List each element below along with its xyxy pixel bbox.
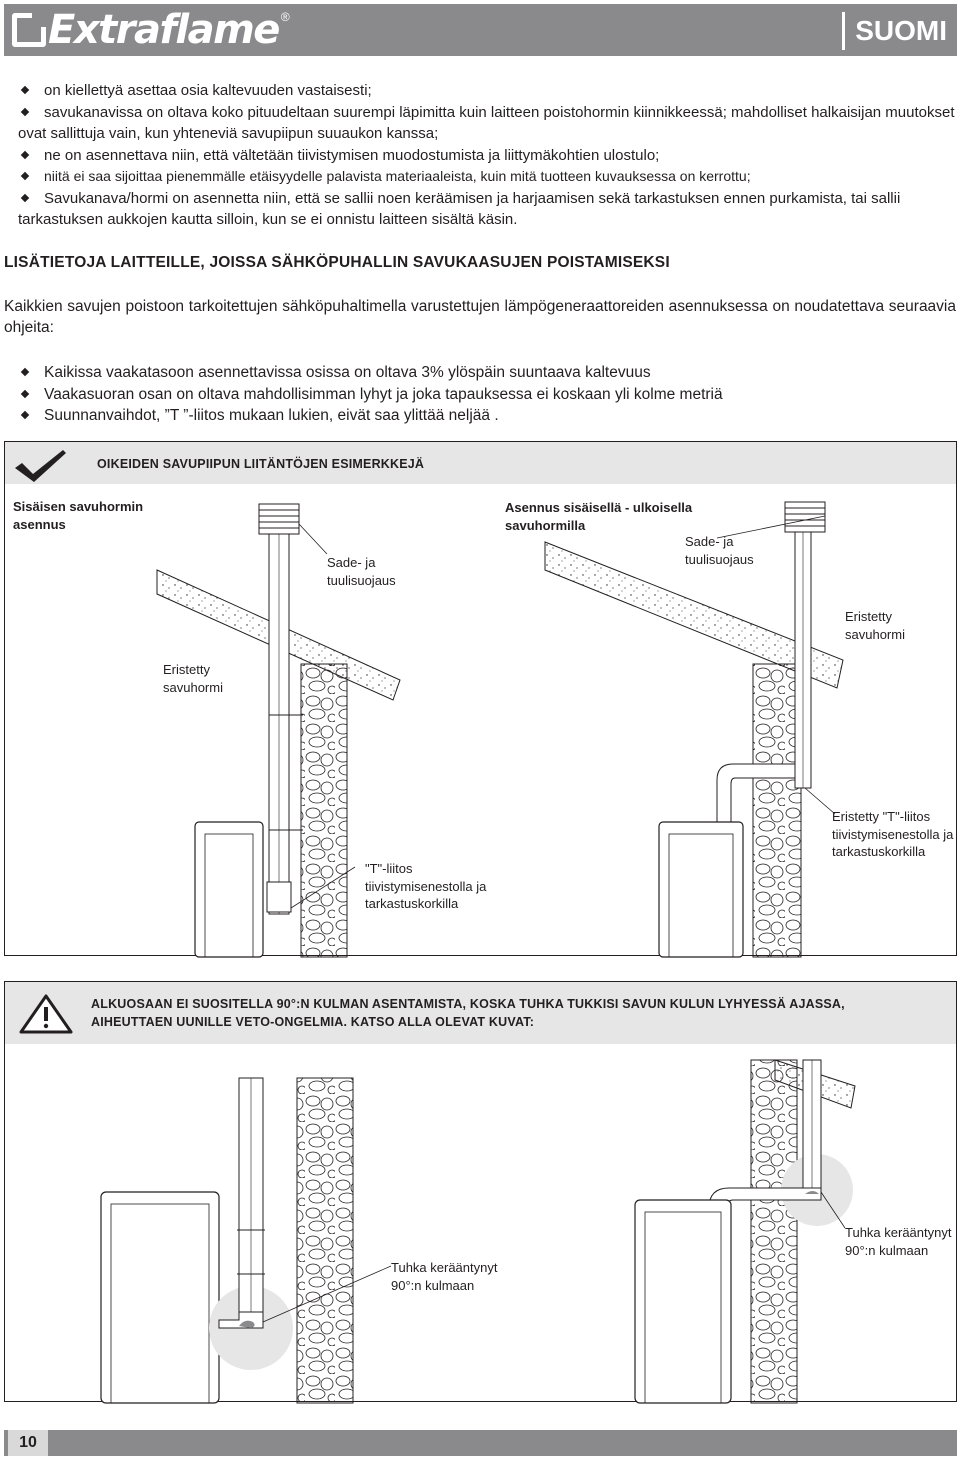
list-item: Vaakasuoran osan on oltava mahdollisimman lyhyt ja joka tapauksessa ei koskaan yli kolme metriä	[18, 384, 723, 406]
ash-label-left: Tuhka kerääntynyt 90°:n kulmaan	[391, 1260, 498, 1293]
box-title: OIKEIDEN SAVUPIIPUN LIITÄNTÖJEN ESIMERKKEJÄ	[97, 457, 425, 471]
cap-label-right: Sade- ja tuulisuojaus	[685, 534, 754, 567]
ash-label-right: Tuhka kerääntynyt 90°:n kulmaan	[845, 1225, 952, 1258]
warning-title-line1: ALKUOSAAN EI SUOSITELLA 90°:N KULMAN ASENTAMISTA, KOSKA TUHKA TUKKISI SAVUN KULUN LYHYESSÄ AJASSA,	[91, 997, 845, 1011]
insulated-label-right: Eristetty savuhormi	[845, 609, 905, 642]
brand-name: Extraflame	[48, 7, 279, 53]
header-bar	[4, 4, 957, 56]
tee-label-left: "T"-liitos tiivistymisenestolla ja tarkastuskorkilla	[365, 861, 487, 911]
logo-mark-icon	[12, 13, 46, 47]
section-title: LISÄTIETOJA LAITTEILLE, JOISSA SÄHKÖPUHALLIN SAVUKAASUJEN POISTAMISEKSI	[4, 254, 670, 271]
list-item: on kiellettyä asettaa osia kaltevuuden vastaisesti;	[18, 80, 958, 102]
list-item: savukanavissa on oltava koko pituudeltaan suurempi läpimitta kuin laitteen poistohormin kiinnikkeessä; mahdolliset halkaisijan muutokset ovat sallittuja vain, kun yhteneviä savupiipun suuaukon kanssa;	[18, 102, 958, 145]
list-item: niitä ei saa sijoittaa pienemmälle etäisyydelle palavista materiaaleista, kuin mitä tuotteen kuvauksessa on kerrottu;	[18, 166, 958, 188]
correct-examples-box	[4, 441, 957, 956]
footer-bar	[4, 1430, 957, 1456]
list-item: Savukanava/hormi on asennetta niin, että se sallii noen keräämisen ja harjaamisen sekä tarkastuksen ennen purkamista, tai sallii tarkastuksen aukkojen kautta silloin, kun se ei onnistu laitteen sisältä käsin.	[18, 188, 958, 231]
page-number: 10	[8, 1430, 48, 1456]
right-diagram-heading: Asennus sisäisellä - ulkoisella savuhormilla	[505, 500, 693, 533]
cap-label-left: Sade- ja tuulisuojaus	[327, 555, 396, 588]
intro-paragraph: Kaikkien savujen poistoon tarkoitettujen sähköpuhaltimella varustettujen lämpögeneraattoreiden asennuksessa on noudatettava seuraavia ohjeita:	[4, 298, 956, 336]
registered-mark: ®	[280, 10, 290, 24]
tee-label-right: Eristetty "T"-liitos tiivistymisenestolla ja tarkastuskorkilla	[832, 809, 954, 859]
wrong-connection-diagrams	[5, 982, 958, 1403]
insulated-label-left: Eristetty savuhormi	[163, 662, 223, 695]
warning-box	[4, 981, 957, 1402]
requirements-list	[18, 80, 958, 231]
list-item: ne on asennettava niin, että vältetään tiivistymisen muodostumista ja liittymäkohtien ulostulo;	[18, 145, 958, 167]
left-diagram-heading: Sisäisen savuhormin asennus	[13, 499, 144, 532]
brand-logo	[12, 8, 290, 52]
warning-title-line2: AIHEUTTAEN UUNILLE VETO-ONGELMIA. KATSO ALLA OLEVAT KUVAT:	[91, 1015, 535, 1029]
fan-requirements-list	[18, 362, 723, 427]
list-item: Kaikissa vaakatasoon asennettavissa osissa on oltava 3% ylöspäin suuntaava kaltevuus	[18, 362, 723, 384]
language-label: SUOMI	[842, 12, 947, 50]
list-item: Suunnanvaihdot, ”T ”-liitos mukaan lukien, eivät saa ylittää neljää .	[18, 405, 723, 427]
